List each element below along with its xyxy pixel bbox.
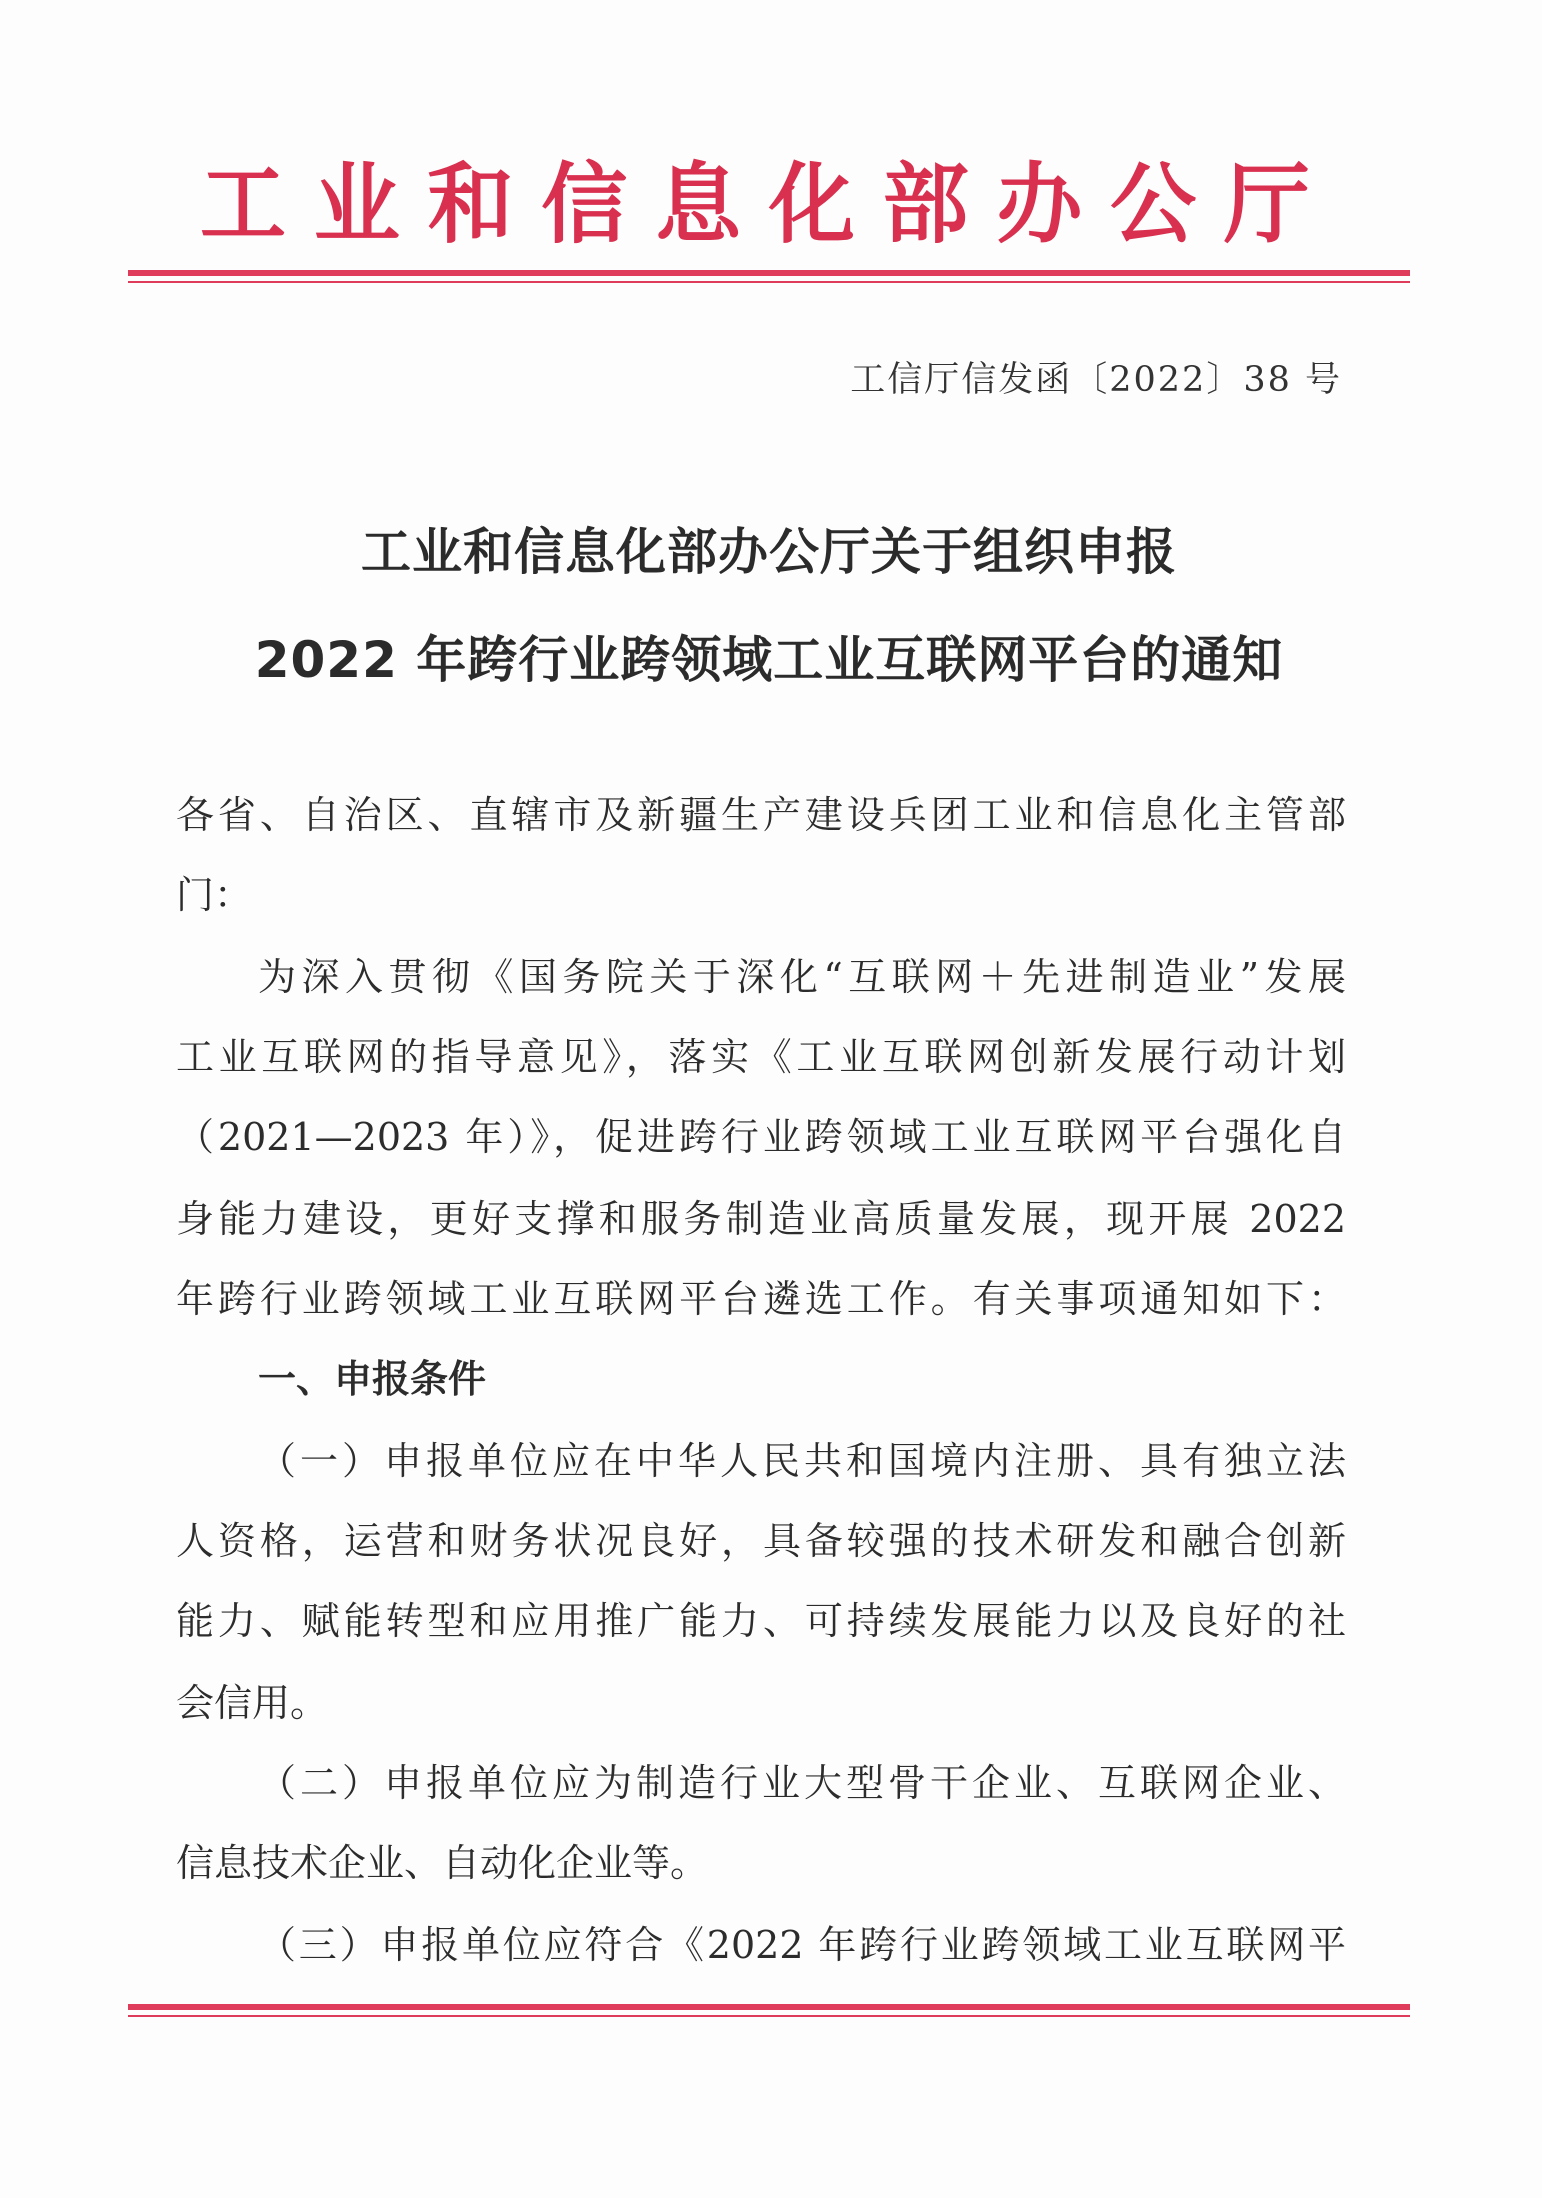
section-heading: 一、申报条件	[258, 1357, 487, 1401]
top-red-rule	[128, 270, 1410, 283]
body-line: （2021—2023 年）》，促进跨行业跨领域工业互联网平台强化自	[176, 1115, 1346, 1159]
masthead-char: 和	[427, 154, 514, 256]
body-line: 人资格，运营和财务状况良好，具备较强的技术研发和融合创新	[176, 1519, 1346, 1563]
body-line: 门：	[176, 873, 253, 917]
masthead-char: 部	[882, 154, 969, 256]
bottom-red-rule	[128, 2004, 1410, 2017]
masthead-char: 业	[313, 154, 400, 256]
masthead-char: 息	[655, 154, 742, 256]
masthead-char: 工	[200, 154, 286, 256]
masthead-char: 化	[768, 154, 855, 256]
masthead-char: 公	[1110, 154, 1197, 256]
body-line: 能力、赋能转型和应用推广能力、可持续发展能力以及良好的社	[176, 1599, 1346, 1643]
body-line: 身能力建设，更好支撑和服务制造业高质量发展，现开展 2022	[176, 1197, 1346, 1241]
body-line: 信息技术企业、自动化企业等。	[176, 1841, 709, 1885]
masthead-char: 信	[541, 154, 628, 256]
body-line: 工业互联网的指导意见》，落实《工业互联网创新发展行动计划	[176, 1035, 1346, 1079]
body-line: （三）申报单位应符合《2022 年跨行业跨领域工业互联网平	[258, 1923, 1346, 1967]
body-line: 年跨行业跨领域工业互联网平台遴选工作。有关事项通知如下：	[176, 1277, 1346, 1321]
rule-thin-line	[128, 281, 1410, 283]
document-number: 工信厅信发函〔2022〕38 号	[850, 360, 1342, 400]
masthead	[200, 150, 1310, 260]
masthead-char: 办	[996, 154, 1083, 256]
body-line: 各省、自治区、直辖市及新疆生产建设兵团工业和信息化主管部	[176, 793, 1346, 837]
body-line: 会信用。	[176, 1681, 329, 1725]
rule-thick-line	[128, 2004, 1410, 2010]
title-line-2: 2022 年跨行业跨领域工业互联网平台的通知	[254, 631, 1284, 689]
body-line: （一）申报单位应在中华人民共和国境内注册、具有独立法	[258, 1439, 1346, 1483]
title-line-1: 工业和信息化部办公厅关于组织申报	[361, 523, 1177, 581]
body-line: （二）申报单位应为制造行业大型骨干企业、互联网企业、	[258, 1761, 1346, 1805]
rule-thin-line	[128, 2015, 1410, 2017]
masthead-char: 厅	[1223, 154, 1310, 256]
rule-thick-line	[128, 270, 1410, 276]
body-line: 为深入贯彻《国务院关于深化“互联网＋先进制造业”发展	[258, 955, 1346, 999]
